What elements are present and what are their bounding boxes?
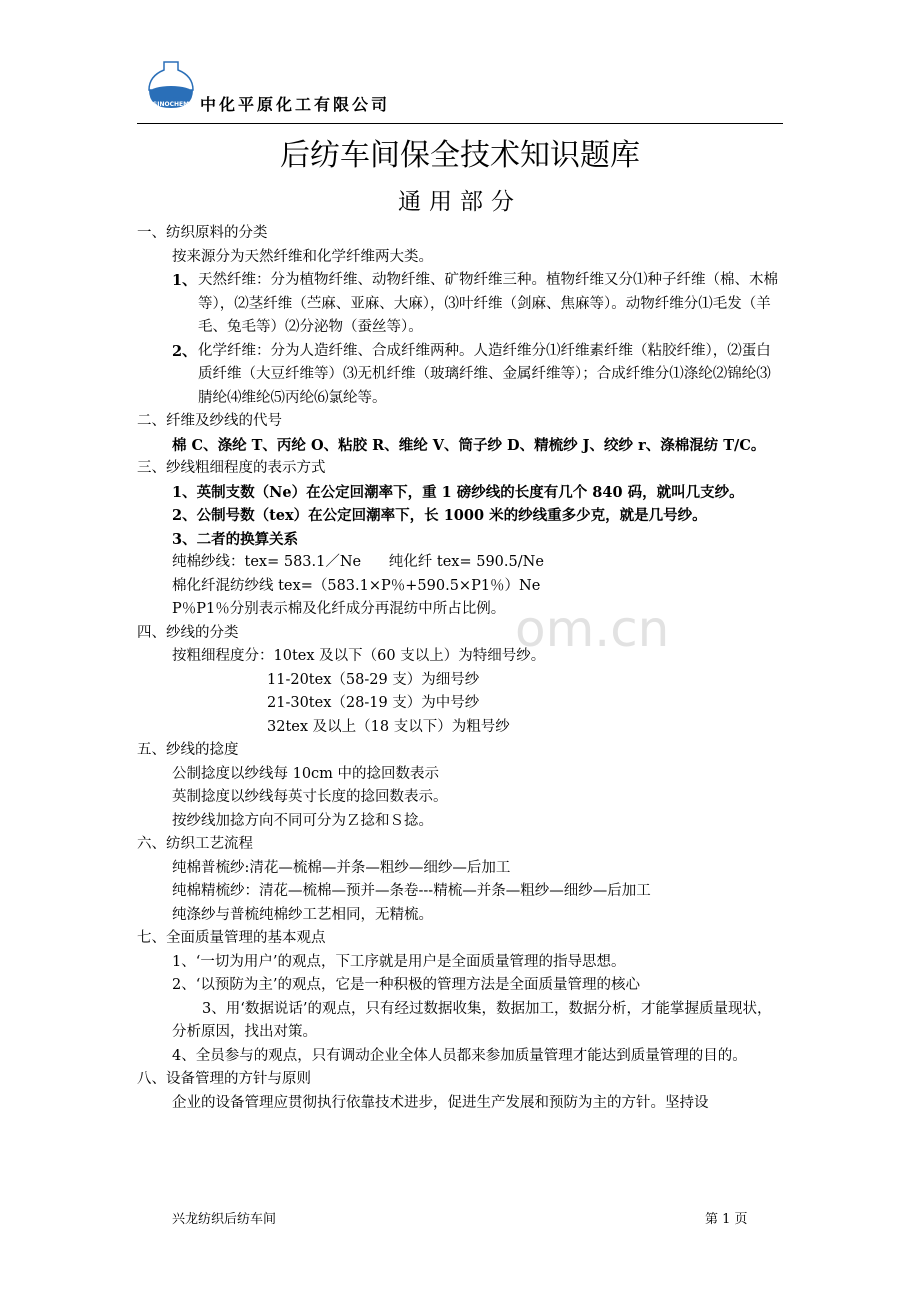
document-body [137, 222, 785, 1115]
section-heading: 四、纱线的分类 [137, 624, 239, 641]
paragraph: 英制捻度以纱线每英寸长度的捻回数表示。 [172, 789, 448, 805]
paragraph: 2、‘以预防为主’的观点，它是一种积极的管理方法是全面质量管理的核心 [172, 977, 640, 993]
section-heading: 六、纺织工艺流程 [137, 836, 253, 852]
paragraph: 纯棉精梳纱：清花—梳棉—预并—条卷---精梳—并条—粗纱—细纱—后加工 [172, 883, 651, 899]
item-text: 天然纤维：分为植物纤维、动物纤维、矿物纤维三种。植物纤维又分⑴种子纤维（棉、木棉等），⑵茎纤维（苎麻、亚麻、大麻），⑶叶纤维（剑麻、焦麻等）。动物纤维分⑴毛发（羊毛、兔毛等）⑵分泌物（蚕丝等）。 [198, 272, 778, 335]
paragraph: 按纱线加捻方向不同可分为Ｚ捻和Ｓ捻。 [172, 812, 433, 829]
section-heading: 七、全面质量管理的基本观点 [137, 930, 326, 946]
paragraph: 32tex 及以上（18 支以下）为粗号纱 [267, 718, 510, 735]
paragraph: 21-30tex（28-19 支）为中号纱 [267, 695, 480, 711]
list-item [137, 269, 785, 340]
paragraph: P％P1％分别表示棉及化纤成分再混纺中所占比例。 [172, 601, 506, 617]
paragraph: 3、用‘数据说话’的观点，只有经过数据收集，数据加工，数据分析，才能掌握质量现状，分析原因，找出对策。 [172, 1000, 772, 1040]
page-title: 后纺车间保全技术知识题库 [280, 138, 640, 173]
paragraph: 1、‘一切为用户’的观点，下工序就是用户是全面质量管理的指导思想。 [172, 953, 626, 970]
paragraph: 1、英制支数（Ne）在公定回潮率下，重 1 磅纱线的长度有几个 840 码，就叫几支纱。 [172, 483, 744, 501]
section-heading: 八、设备管理的方针与原则 [137, 1071, 311, 1087]
paragraph: 企业的设备管理应贯彻执行依靠技术进步，促进生产发展和预防为主的方针。坚持设 [172, 1094, 709, 1111]
item-number: 2、 [172, 342, 197, 360]
header-divider [137, 123, 783, 124]
section-heading: 二、纤维及纱线的代号 [137, 413, 282, 429]
formula: 棉化纤混纺纱线 tex=（583.1×P％+590.5×P1％）Ne [172, 577, 541, 594]
paragraph: 棉 C、涤纶 T、丙纶 O、粘胶 R、维纶 V、筒子纱 D、精梳纱 J、绞纱 r、涤棉混纺 T/C。 [172, 436, 766, 454]
item-number: 1、 [172, 272, 197, 289]
paragraph: 4、全员参与的观点，只有调动企业全体人员都来参加质量管理才能达到质量管理的目的。 [172, 1047, 747, 1064]
paragraph: 纯涤纱与普梳纯棉纱工艺相同，无精梳。 [172, 906, 433, 923]
formula: 纯棉纱线：tex= 583.1／Ne 纯化纤 tex= 590.5/Ne [172, 554, 544, 570]
item-text: 化学纤维：分为人造纤维、合成纤维两种。人造纤维分⑴纤维素纤维（粘胶纤维），⑵蛋白质纤维（大豆纤维等）⑶无机纤维（玻璃纤维、金属纤维等）；合成纤维分⑴涤纶⑵锦纶⑶腈纶⑷维纶⑸丙纶⑹氯纶等。 [198, 342, 771, 406]
section-heading: 五、纱线的捻度 [137, 742, 239, 758]
list-item [137, 340, 785, 411]
logo-text: SINOCHEM [152, 101, 190, 108]
page-subtitle: 通用部分 [398, 189, 522, 215]
paragraph: 公制捻度以纱线每 10cm 中的捻回数表示 [172, 765, 440, 782]
paragraph: 按来源分为天然纤维和化学纤维两大类。 [172, 248, 433, 265]
section-heading: 三、纱线粗细程度的表示方式 [137, 460, 326, 476]
page-number: 第 1 页 [705, 1212, 748, 1227]
watermark: om.cn [515, 600, 670, 658]
paragraph: 3、二者的换算关系 [172, 530, 299, 548]
section-heading: 一、纺织原料的分类 [137, 225, 268, 241]
paragraph: 2、公制号数（tex）在公定回潮率下，长 1000 米的纱线重多少克，就是几号纱。 [172, 507, 707, 524]
company-name: 中化平原化工有限公司 [200, 95, 391, 114]
footer-department: 兴龙纺织后纺车间 [172, 1212, 277, 1227]
paragraph: 按粗细程度分：10tex 及以下（60 支以上）为特细号纱。 [172, 648, 546, 664]
paragraph: 纯棉普梳纱:清花—梳棉—并条—粗纱—细纱—后加工 [172, 859, 511, 876]
sinochem-logo [143, 58, 199, 114]
paragraph: 11-20tex（58-29 支）为细号纱 [267, 671, 480, 688]
